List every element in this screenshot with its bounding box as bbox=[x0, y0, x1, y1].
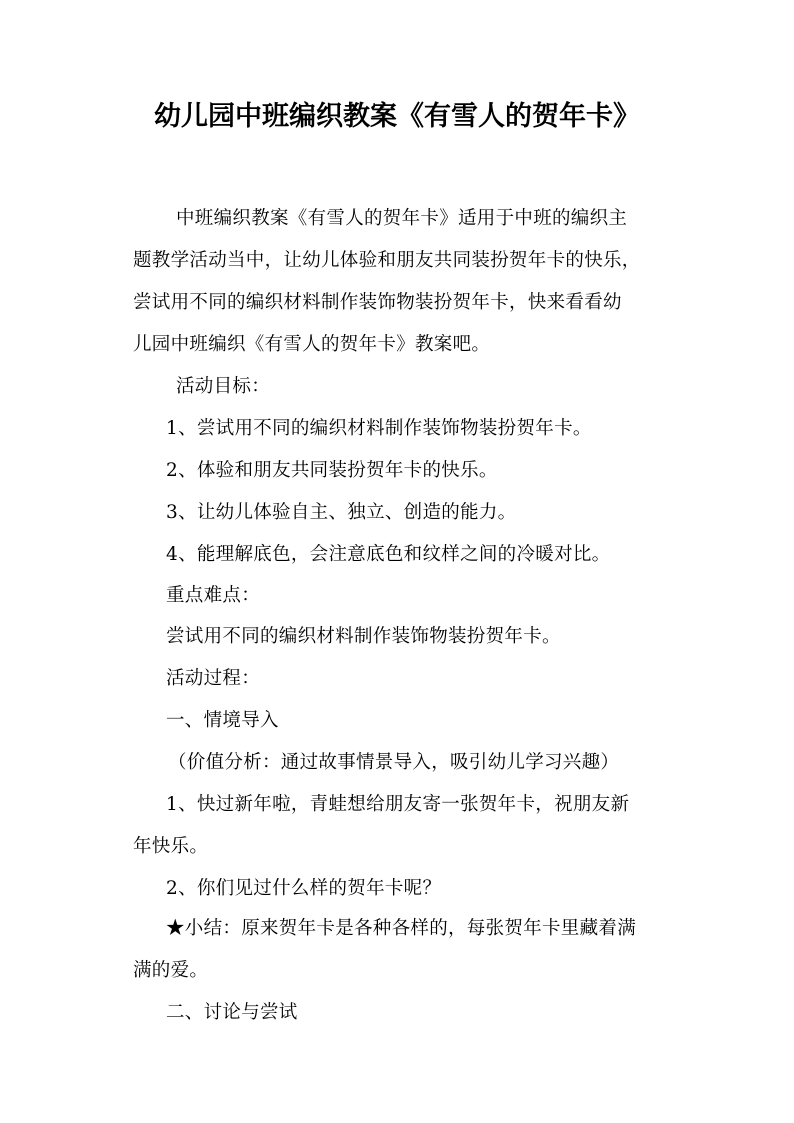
section-2-heading: 二、讨论与尝试 bbox=[166, 1002, 298, 1023]
goal-item-3: 3、让幼儿体验自主、独立、创造的能力。 bbox=[166, 502, 517, 523]
value-analysis: （价值分析：通过故事情景导入，吸引幼儿学习兴趣） bbox=[168, 752, 620, 773]
process-heading: 活动过程： bbox=[166, 668, 261, 689]
intro-line-2: 题教学活动当中，让幼儿体验和朋友共同装扮贺年卡的快乐， bbox=[133, 250, 641, 271]
step-1-line-2: 年快乐。 bbox=[133, 836, 209, 857]
step-1-line-1: 1、快过新年啦，青蛙想给朋友寄一张贺年卡，祝朋友新 bbox=[166, 794, 630, 815]
intro-line-1: 中班编织教案《有雪人的贺年卡》适用于中班的编织主 bbox=[176, 208, 628, 229]
document-title: 幼儿园中班编织教案《有雪人的贺年卡》 bbox=[154, 101, 640, 132]
intro-line-4: 儿园中班编织《有雪人的贺年卡》教案吧。 bbox=[133, 334, 491, 355]
key-text: 尝试用不同的编织材料制作装饰物装扮贺年卡。 bbox=[166, 626, 561, 647]
goals-heading: 活动目标： bbox=[176, 376, 271, 397]
goal-item-1: 1、尝试用不同的编织材料制作装饰物装扮贺年卡。 bbox=[166, 418, 592, 439]
summary-line-1: ★小结：原来贺年卡是各种各样的，每张贺年卡里藏着满 bbox=[166, 918, 637, 939]
goal-item-4: 4、能理解底色，会注意底色和纹样之间的冷暖对比。 bbox=[166, 544, 611, 565]
intro-line-3: 尝试用不同的编织材料制作装饰物装扮贺年卡，快来看看幼 bbox=[133, 292, 622, 313]
step-2: 2、你们见过什么样的贺年卡呢？ bbox=[166, 878, 442, 899]
goal-item-2: 2、体验和朋友共同装扮贺年卡的快乐。 bbox=[166, 460, 498, 481]
summary-line-2: 满的爱。 bbox=[133, 960, 209, 981]
section-1-heading: 一、情境导入 bbox=[166, 710, 279, 731]
key-heading: 重点难点： bbox=[166, 585, 261, 606]
